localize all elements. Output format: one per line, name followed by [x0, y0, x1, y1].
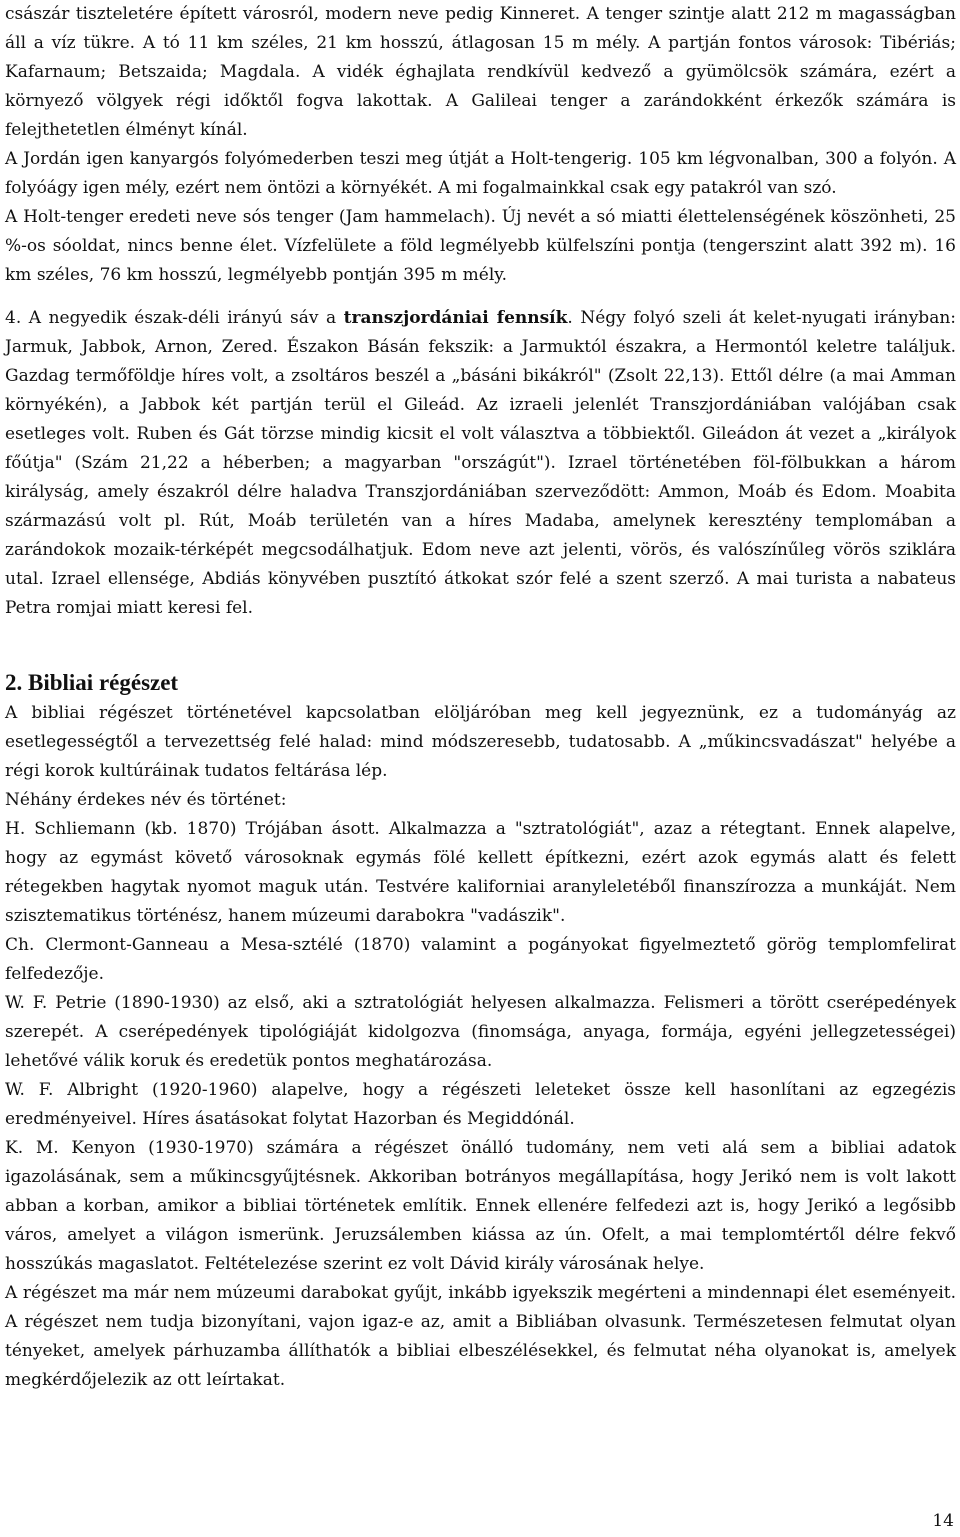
paragraph-galilee: császár tiszteletére épített városról, modern neve pedig Kinneret. A tenger szintje alatt 212 m magasságban áll a víz tükre. A tó 11 km széles, 21 km hosszú, átlagosan 15 m mély. A partján fontos városok: Tibériás; Kafarnaum; Betszaida; Magdala. A vidék éghajlata rendkívül kedvező a gyümölcsök számára, ezért a környező völgyek régi időktől fogva lakottak. A Galileai tenger a zarándokként érkezők számára is felejthetetlen élményt kínál.: [5, 4, 956, 140]
paragraph-archaeology-intro: A bibliai régészet történetével kapcsolatban elöljáróban meg kell jegyeznünk, ez a tudományág az esetlegességtől a tervezettség felé halad: mind módszeresebb, tudatosabb. A „műkincsvadászat" helyébe a régi korok kultúráinak tudatos feltárása lép.: [5, 703, 956, 781]
paragraph-transjordan-bold: transzjordániai fennsík: [343, 308, 568, 328]
paragraph-clermont-ganneau: Ch. Clermont-Ganneau a Mesa-sztélé (1870) valamint a pogányokat figyelmeztető görög templomfelirat felfedezője.: [5, 935, 956, 984]
paragraph-albright: W. F. Albright (1920-1960) alapelve, hogy a régészeti leleteket össze kell hasonlítani az egzegézis eredményeivel. Híres ásatásokat folytat Hazorban és Megiddónál.: [5, 1080, 956, 1129]
paragraph-transjordan: [5, 304, 956, 623]
paragraph-transjordan-prefix: 4. A negyedik észak-déli irányú sáv a: [5, 308, 344, 328]
paragraph-jordan: A Jordán igen kanyargós folyómederben teszi meg útját a Holt-tengerig. 105 km légvonalban, 300 a folyón. A folyóágy igen mély, ezért nem öntözi a környékét. A mi fogalmainkkal csak egy patakról van szó.: [5, 149, 956, 198]
section-heading: 2. Bibliai régészet: [5, 670, 179, 695]
paragraph-dead-sea: A Holt-tenger eredeti neve sós tenger (Jam hammelach). Új nevét a só miatti élettelenségének köszönheti, 25 %-os sóoldat, nincs benne élet. Vízfelülete a föld legmélyebb külfelszíni pontja (tengerszint alatt 392 m). 16 km széles, 76 km hosszú, legmélyebb pontján 395 m mély.: [5, 207, 956, 285]
paragraph-names-intro: Néhány érdekes név és történet:: [5, 790, 287, 810]
paragraph-schliemann: H. Schliemann (kb. 1870) Trójában ásott. Alkalmazza a "sztratológiát", azaz a rétegtant. Ennek alapelve, hogy az egymást követő városoknak egymás fölé kellett építkezni, ezért azok egymás alatt és felett rétegekben hagytak nyomot maguk után. Testvére kaliforniai aranyleletéből finanszírozza a munkáját. Nem szisztematikus történész, hanem múzeumi darabokra "vadászik".: [5, 819, 956, 926]
paragraph-kenyon: K. M. Kenyon (1930-1970) számára a régészet önálló tudomány, nem veti alá sem a bibliai adatok igazolásának, sem a műkincsgyűjtésnek. Akkoriban botrányos megállapítása, hogy Jerikó nem is volt lakott abban a korban, amikor a bibliai történetek említik. Ennek ellenére felfedezi azt is, hogy Jerikó a legősibb város, amelyet a világon ismerünk. Jeruzsálemben kiássa az ún. Ofelt, a mai templomtértől délre fekvő hosszúkás magaslatot. Feltételezése szerint ez volt Dávid király városának helye.: [5, 1138, 956, 1274]
paragraph-petrie: W. F. Petrie (1890-1930) az első, aki a sztratológiát helyesen alkalmazza. Felismeri a törött cserépedények szerepét. A cserépedények tipológiáját kidolgozva (finomsága, anyaga, formája, egyéni jellegzetességei) lehetővé válik koruk és eredetük pontos meghatározása.: [5, 993, 956, 1071]
spacer: [5, 290, 956, 304]
document-page: [5, 0, 956, 1395]
paragraph-transjordan-text: . Négy folyó szeli át kelet-nyugati irányban: Jarmuk, Jabbok, Arnon, Zered. Északon Básán fekszik: a Jarmuktól északra, a Hermontól keletre találjuk. Gazdag termőföldje híres volt, a zsoltáros beszél a „básáni bikákról" (Zsolt 22,13). Ettől délre (a mai Amman környékén), a Jabbok két partján terül el Gileád. Az izraeli jelenlét Transzjordániában valójában csak esetleges volt. Ruben és Gát törzse mindig kicsit el volt választva a többiektől. Gileádon át vezet a „királyok főútja" (Szám 21,22 a héberben; a magyarban "országút"). Izrael történetében föl-fölbukkan a három királyság, amely északról délre haladva Transzjordániában szerveződött: Ammon, Moáb és Edom. Moabita származású volt pl. Rút, Moáb területén van a híres Madaba, amelynek keresztény templomában a zarándokok mozaik-térképét megcsodálhatjuk. Edom neve azt jelenti, vörös, és valószínűleg vörös sziklára utal. Izrael ellensége, Abdiás könyvében pusztító átkokat szór felé a szent szerző. A mai turista a nabateus Petra romjai miatt keresi fel.: [5, 308, 956, 618]
spacer: [5, 623, 956, 667]
paragraph-archaeology-today: A régészet ma már nem múzeumi darabokat gyűjt, inkább igyekszik megérteni a mindennapi élet eseményeit. A régészet nem tudja bizonyítani, vajon igaz-e az, amit a Bibliában olvasunk. Természetesen felmutat olyan tényeket, amelyek párhuzamba állíthatók a bibliai elbeszélésekkel, és felmutat néha olyanokat is, amelyek megkérdőjelezik az ott leírtakat.: [5, 1283, 956, 1390]
page-number: 14: [932, 1511, 954, 1531]
